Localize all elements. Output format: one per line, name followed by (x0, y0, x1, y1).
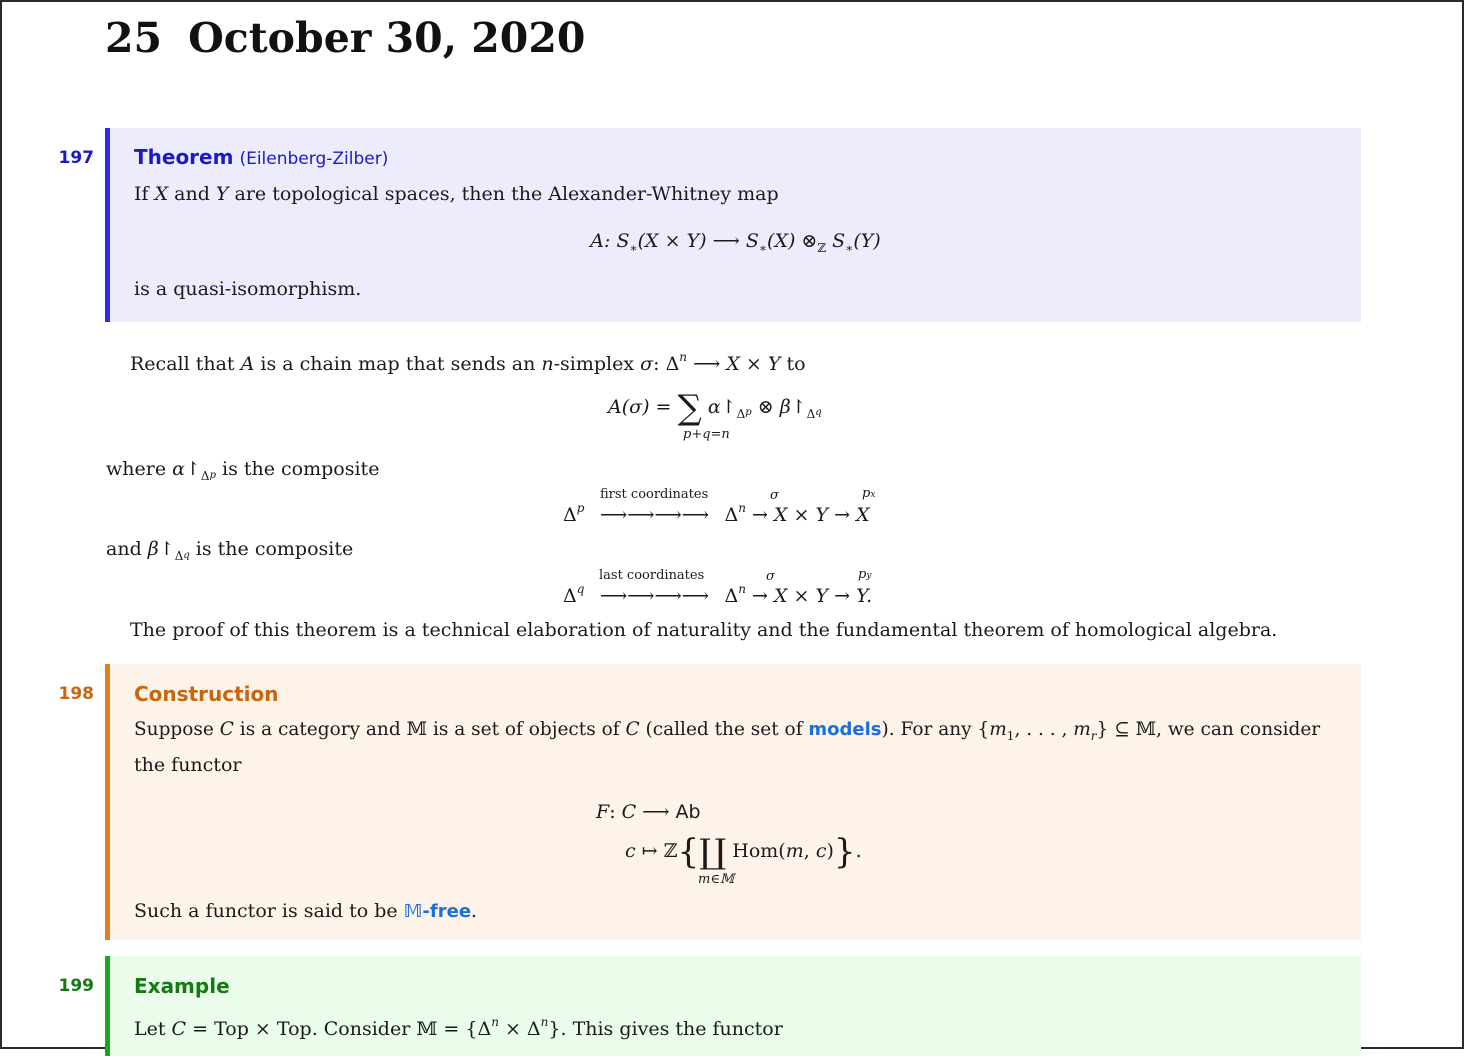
m-free-link[interactable]: 𝕄-free (403, 901, 472, 922)
theorem-statement: If X and Y are topological spaces, then the Alexander-Whitney map (134, 183, 779, 205)
sum-subscript: p+q=n (683, 427, 730, 442)
arrow-label-first: first coordinates (600, 487, 709, 502)
models-link[interactable]: models (808, 719, 882, 740)
arrow-label-sigma-2: σ (766, 569, 775, 584)
and-paragraph: and $\beta↾_{\Delta q}$ is the composite (106, 538, 354, 563)
long-arrow: ⟶⟶⟶⟶ (599, 585, 709, 607)
where-paragraph: where $\alpha↾_{\Delta p}$ is the composite (106, 458, 380, 483)
section-number: 25 (105, 14, 163, 62)
arrow-label-sigma: σ (770, 488, 779, 503)
example-statement: Let C = Top × Top. Consider 𝕄 = $\{\Delta^n \times \Delta^n\}$. This gives the functor (134, 1015, 783, 1040)
arrow-label-px: px (862, 486, 876, 501)
functor-on-objects: c ↦ ℤ{∐ Hom(m, c)}. (625, 832, 862, 872)
theorem-label: Theorem (134, 145, 234, 169)
theorem-equation: A: $S_∗(X \times Y)$ ⟶ $S_∗(X)$ $\otimes_ℤ$ $S_∗(Y)$ (590, 230, 881, 255)
theorem-attribution: (Eilenberg-Zilber) (239, 149, 389, 169)
second-composite-equation: $\Delta^q$ ⟶⟶⟶⟶ $\Delta^n \to X \times Y \to Y$. (563, 582, 873, 607)
functor-definition: F: C ⟶ Ab (596, 801, 701, 823)
section-heading (105, 12, 585, 64)
document-page (2, 2, 1462, 1047)
block-number: 199 (58, 976, 94, 996)
proof-remark: The proof of this theorem is a technical elaboration of naturality and the fundamental theorem of homological algebra. (130, 619, 1278, 641)
coproduct-subscript: m∈𝕄 (698, 872, 735, 887)
arrow-label-py: py (858, 567, 872, 582)
theorem-block (58, 128, 1361, 322)
section-title-text: October 30, 2020 (188, 14, 586, 62)
construction-conclusion: Such a functor is said to be 𝕄-free. (134, 900, 478, 922)
example-block (58, 956, 1361, 1056)
long-arrow: ⟶⟶⟶⟶ (599, 504, 709, 526)
construction-block (58, 664, 1361, 940)
construction-heading: Construction (134, 682, 279, 706)
block-number: 197 (58, 148, 94, 168)
construction-statement: Suppose C is a category and 𝕄 is a set of objects of C (called the set of models). For any {$m_1$, . . . , $m_r$} ⊆ 𝕄, we can consider (134, 719, 1321, 743)
recall-paragraph: Recall that A is a chain map that sends an n-simplex σ: $\Delta^n$ ⟶ X × Y to (130, 350, 806, 375)
theorem-heading (134, 145, 388, 171)
first-composite-equation: $\Delta^p$ ⟶⟶⟶⟶ $\Delta^n \to X \times Y \to X$ (563, 501, 870, 526)
construction-statement-cont: the functor (134, 754, 242, 776)
theorem-conclusion: is a quasi-isomorphism. (134, 278, 362, 300)
alexander-whitney-formula: A(σ) = ∑ $\alpha↾_{\Delta p}$ ⊗ $\beta↾_{\Delta q}$ (608, 388, 822, 428)
arrow-label-last: last coordinates (599, 568, 705, 583)
block-number: 198 (58, 684, 94, 704)
example-heading: Example (134, 974, 230, 998)
